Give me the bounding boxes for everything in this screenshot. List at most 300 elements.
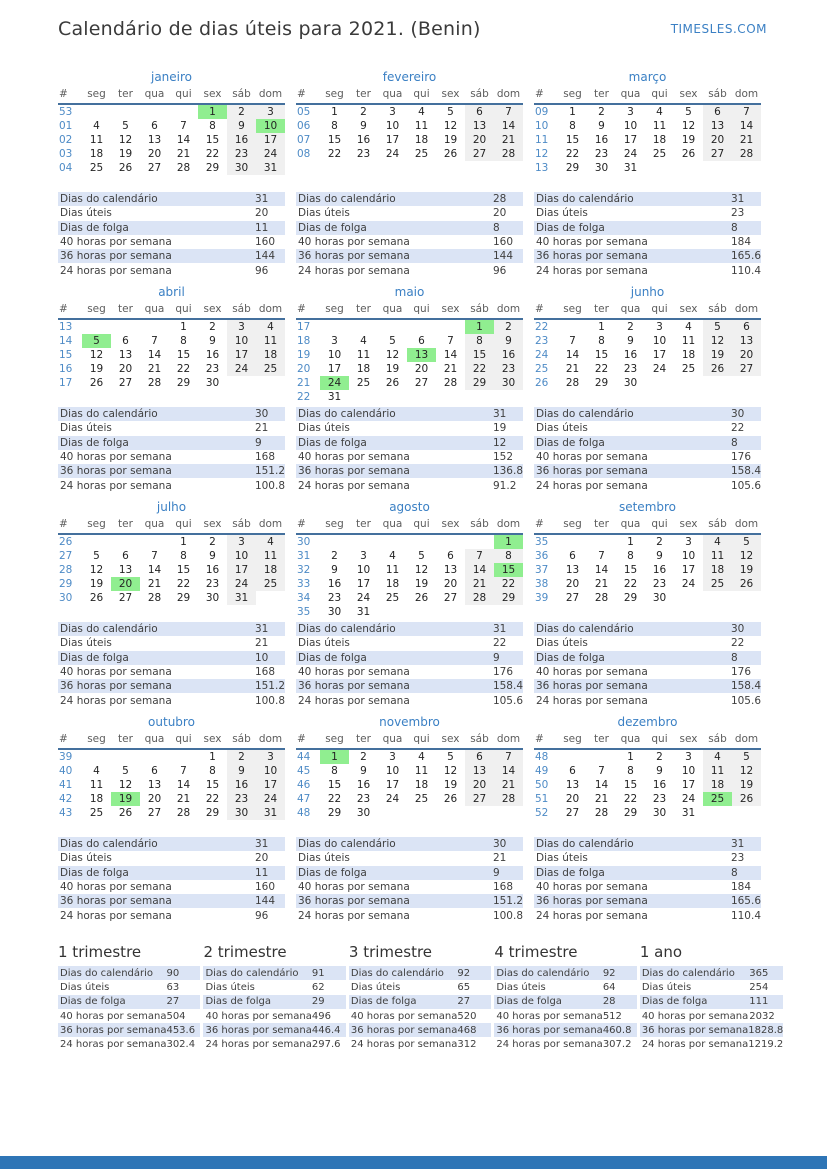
week-number-cell: 53 xyxy=(59,106,73,118)
stat-label: Dias do calendário xyxy=(536,408,634,421)
stats-row xyxy=(58,980,200,994)
week-row xyxy=(58,119,285,133)
day-cell: 4 xyxy=(256,319,285,334)
weekday-header: sex xyxy=(436,88,465,104)
week-number-cell: 26 xyxy=(59,536,73,548)
empty-day-cell xyxy=(378,806,407,820)
stats-row xyxy=(58,636,285,650)
stat-label: Dias do calendário xyxy=(536,623,634,636)
weekday-header: ter xyxy=(111,88,140,104)
week-number-cell: 30 xyxy=(297,536,311,548)
stat-value: 28 xyxy=(602,996,616,1008)
stats-row xyxy=(534,837,761,851)
month-title: março xyxy=(628,70,667,84)
stat-label: Dias úteis xyxy=(298,207,350,220)
stat-label: Dias do calendário xyxy=(205,967,299,979)
stat-label: Dias do calendário xyxy=(298,623,396,636)
stats-row xyxy=(296,665,523,679)
stat-label: Dias úteis xyxy=(60,981,110,993)
week-number-cell: 03 xyxy=(59,148,73,160)
stat-value: 136.8 xyxy=(492,465,523,478)
weekday-header: qua xyxy=(378,88,407,104)
stat-label: Dias úteis xyxy=(496,981,546,993)
day-cell: 14 xyxy=(176,779,191,791)
day-cell: 12 xyxy=(681,120,696,132)
day-cell: 9 xyxy=(627,335,634,347)
stats-row xyxy=(58,1023,200,1037)
stats-row xyxy=(58,995,200,1009)
month-block-maio xyxy=(296,285,523,500)
week-number-cell: 32 xyxy=(297,564,311,576)
month-title: novembro xyxy=(379,715,440,729)
stats-row xyxy=(203,1037,345,1051)
weekday-header: ter xyxy=(349,88,378,104)
day-cell: 1 xyxy=(209,751,216,763)
stat-label: 40 horas por semana xyxy=(536,881,648,894)
stat-value: 96 xyxy=(493,264,507,277)
day-cell: 7 xyxy=(151,335,158,347)
stat-value: 100.8 xyxy=(254,694,285,707)
day-cell: 5 xyxy=(685,106,692,118)
holiday-day-cell: 1 xyxy=(320,749,349,764)
day-cell: 16 xyxy=(594,134,609,146)
day-cell: 30 xyxy=(227,161,256,175)
stat-value: 144 xyxy=(255,895,276,908)
stat-label: 40 horas por semana xyxy=(536,236,648,249)
stats-row xyxy=(296,235,523,249)
day-cell: 28 xyxy=(494,147,523,161)
stat-label: Dias do calendário xyxy=(298,193,396,206)
day-cell: 16 xyxy=(623,349,638,361)
day-cell: 2 xyxy=(331,550,338,562)
day-cell: 11 xyxy=(256,549,285,563)
stat-label: Dias do calendário xyxy=(60,623,158,636)
week-row xyxy=(534,806,761,820)
day-cell: 20 xyxy=(465,133,494,147)
stat-value: 151.2 xyxy=(254,680,285,693)
day-cell: 24 xyxy=(652,363,667,375)
day-cell: 21 xyxy=(565,363,580,375)
week-number-cell: 47 xyxy=(297,793,311,805)
day-cell: 25 xyxy=(256,362,285,376)
day-cell: 18 xyxy=(414,779,429,791)
day-cell: 15 xyxy=(623,564,638,576)
week-number-cell: 26 xyxy=(535,377,549,389)
day-cell: 14 xyxy=(465,563,494,577)
day-cell: 12 xyxy=(443,120,458,132)
week-row xyxy=(58,133,285,147)
day-cell: 14 xyxy=(147,564,162,576)
calendar-header-row xyxy=(58,518,285,534)
empty-day-cell xyxy=(256,376,285,390)
day-cell: 25 xyxy=(89,807,104,819)
day-cell: 23 xyxy=(356,793,371,805)
day-cell: 3 xyxy=(685,751,692,763)
weekday-header: ter xyxy=(587,88,616,104)
stats-row xyxy=(534,478,761,492)
stats-row xyxy=(296,478,523,492)
day-cell: 22 xyxy=(623,793,638,805)
day-cell: 2 xyxy=(656,751,663,763)
day-cell: 8 xyxy=(209,120,216,132)
day-cell: 28 xyxy=(147,377,162,389)
stat-value: 165.6 xyxy=(730,250,761,263)
week-row xyxy=(58,147,285,161)
day-cell: 9 xyxy=(227,764,256,778)
site-link[interactable]: TIMESLES.COM xyxy=(670,22,767,36)
summary-title: 3 trimestre xyxy=(348,943,433,961)
week-row xyxy=(296,362,523,376)
week-number-cell: 11 xyxy=(535,134,549,146)
holiday-day-cell: 15 xyxy=(494,563,523,577)
page-title: Calendário de dias úteis para 2021. (Benin) xyxy=(58,18,481,40)
day-cell: 26 xyxy=(443,148,458,160)
stat-label: Dias de folga xyxy=(298,436,367,449)
stats-row xyxy=(534,436,761,450)
stat-value: 144 xyxy=(493,250,514,263)
month-title: agosto xyxy=(389,500,430,514)
weekday-header: ter xyxy=(349,303,378,319)
weekday-header: dom xyxy=(256,518,285,534)
day-cell: 16 xyxy=(652,564,667,576)
stat-value: 1828.8 xyxy=(748,1024,784,1036)
day-cell: 20 xyxy=(703,133,732,147)
day-cell: 8 xyxy=(180,550,187,562)
day-cell: 20 xyxy=(147,148,162,160)
day-cell: 5 xyxy=(122,765,129,777)
stats-row xyxy=(58,894,285,908)
stats-row xyxy=(58,693,285,707)
empty-day-cell xyxy=(82,104,111,119)
weekday-header: sáb xyxy=(465,303,494,319)
day-cell: 7 xyxy=(180,120,187,132)
calendar-header-row xyxy=(296,733,523,749)
weekday-header: dom xyxy=(732,518,761,534)
week-number-cell: 45 xyxy=(297,765,311,777)
stat-value: 20 xyxy=(493,207,507,220)
stat-value: 22 xyxy=(493,637,507,650)
stat-value: 96 xyxy=(255,909,269,922)
month-title: janeiro xyxy=(150,70,193,84)
week-row xyxy=(58,161,285,175)
weekday-header: sex xyxy=(674,303,703,319)
week-number-cell: 17 xyxy=(59,377,73,389)
weekday-header: # xyxy=(534,88,558,104)
holiday-day-cell: 19 xyxy=(111,792,140,806)
stats-row xyxy=(58,866,285,880)
week-row xyxy=(296,334,523,348)
stat-value: 468 xyxy=(457,1024,477,1036)
stat-label: Dias de folga xyxy=(298,866,367,879)
stat-value: 90 xyxy=(166,967,180,979)
stat-label: 36 horas por semana xyxy=(60,250,172,263)
stats-row xyxy=(58,880,285,894)
day-cell: 31 xyxy=(327,391,342,403)
weekday-header: seg xyxy=(558,733,587,749)
day-cell: 8 xyxy=(331,120,338,132)
week-row xyxy=(534,348,761,362)
day-cell: 26 xyxy=(414,592,429,604)
day-cell: 18 xyxy=(652,134,667,146)
empty-day-cell xyxy=(558,749,587,764)
day-cell: 24 xyxy=(256,792,285,806)
stat-label: 36 horas por semana xyxy=(60,680,172,693)
day-cell: 12 xyxy=(385,349,400,361)
day-cell: 5 xyxy=(418,550,425,562)
stats-row xyxy=(494,1037,636,1051)
stat-value: 31 xyxy=(731,193,745,206)
stats-row xyxy=(296,450,523,464)
day-cell: 8 xyxy=(494,549,523,563)
day-cell: 30 xyxy=(356,807,371,819)
stat-label: Dias úteis xyxy=(350,981,401,993)
calendar-table xyxy=(58,303,285,390)
empty-day-cell xyxy=(703,806,732,820)
day-cell: 21 xyxy=(176,148,191,160)
weekday-header: # xyxy=(58,733,82,749)
stat-label: 24 horas por semana xyxy=(298,909,410,922)
day-cell: 25 xyxy=(681,363,696,375)
calendar-header xyxy=(58,88,285,104)
day-cell: 4 xyxy=(256,534,285,549)
stat-label: 36 horas por semana xyxy=(298,250,410,263)
stat-value: 31 xyxy=(731,838,745,851)
month-title: dezembro xyxy=(617,715,678,729)
day-cell: 4 xyxy=(656,106,663,118)
day-cell: 16 xyxy=(327,578,342,590)
day-cell: 25 xyxy=(356,377,371,389)
week-row xyxy=(296,749,523,764)
week-number-cell: 33 xyxy=(297,578,311,590)
empty-day-cell xyxy=(436,605,465,619)
stat-value: 30 xyxy=(255,408,269,421)
stat-value: 21 xyxy=(255,422,269,435)
day-cell: 27 xyxy=(414,377,429,389)
holiday-day-cell: 1 xyxy=(494,534,523,549)
empty-day-cell xyxy=(645,376,674,390)
weekday-header: ter xyxy=(111,733,140,749)
weekday-header: dom xyxy=(494,733,523,749)
stat-value: 504 xyxy=(166,1010,186,1022)
stat-value: 168 xyxy=(255,451,276,464)
stat-value: 2032 xyxy=(749,1010,775,1022)
stats-row xyxy=(58,263,285,277)
day-cell: 1 xyxy=(180,536,187,548)
weekday-header: dom xyxy=(256,88,285,104)
day-cell: 12 xyxy=(443,765,458,777)
weekday-header: qui xyxy=(169,518,198,534)
day-cell: 18 xyxy=(356,363,371,375)
week-number-cell: 44 xyxy=(297,751,311,763)
weekday-header: qui xyxy=(407,303,436,319)
day-cell: 13 xyxy=(118,349,133,361)
day-cell: 21 xyxy=(443,363,458,375)
summary-stats-table xyxy=(349,966,491,1052)
month-block-novembro xyxy=(296,715,523,930)
day-cell: 10 xyxy=(681,550,696,562)
week-number-cell: 31 xyxy=(297,550,311,562)
stats-row xyxy=(58,908,285,922)
day-cell: 9 xyxy=(494,334,523,348)
stat-label: 36 horas por semana xyxy=(298,680,410,693)
stat-value: 23 xyxy=(731,852,745,865)
stats-row xyxy=(58,478,285,492)
calendar-header-row xyxy=(58,88,285,104)
day-cell: 12 xyxy=(89,564,104,576)
day-cell: 4 xyxy=(703,534,732,549)
day-cell: 11 xyxy=(89,779,104,791)
day-cell: 29 xyxy=(327,807,342,819)
day-cell: 2 xyxy=(360,751,367,763)
empty-day-cell xyxy=(674,161,703,175)
day-cell: 18 xyxy=(256,563,285,577)
stat-label: Dias de folga xyxy=(536,221,605,234)
stat-label: Dias de folga xyxy=(350,996,417,1008)
day-cell: 23 xyxy=(623,363,638,375)
stat-label: 36 horas por semana xyxy=(536,250,648,263)
day-cell: 21 xyxy=(494,133,523,147)
week-row xyxy=(534,362,761,376)
weekday-header: sex xyxy=(436,518,465,534)
stats-row xyxy=(640,1009,783,1023)
day-cell: 13 xyxy=(565,564,580,576)
stats-row xyxy=(203,966,345,980)
week-row xyxy=(296,563,523,577)
weekday-header: dom xyxy=(732,733,761,749)
empty-day-cell xyxy=(111,534,140,549)
stat-value: 176 xyxy=(731,666,752,679)
stats-row xyxy=(58,450,285,464)
stats-row xyxy=(534,192,761,206)
day-cell: 21 xyxy=(594,578,609,590)
stats-row xyxy=(296,679,523,693)
day-cell: 19 xyxy=(414,578,429,590)
stats-row xyxy=(296,421,523,435)
day-cell: 4 xyxy=(685,321,692,333)
stat-label: Dias úteis xyxy=(60,422,112,435)
week-number-cell: 28 xyxy=(59,564,73,576)
day-cell: 22 xyxy=(176,578,191,590)
month-block-julho xyxy=(58,500,285,715)
empty-day-cell xyxy=(349,534,378,549)
day-cell: 22 xyxy=(327,793,342,805)
day-cell: 25 xyxy=(414,148,429,160)
day-cell: 10 xyxy=(327,349,342,361)
stat-value: 31 xyxy=(493,408,507,421)
stats-row xyxy=(534,908,761,922)
weekday-header: qua xyxy=(616,88,645,104)
month-block-outubro xyxy=(58,715,285,930)
week-number-cell: 39 xyxy=(535,592,549,604)
holiday-day-cell: 24 xyxy=(320,376,349,390)
week-number-cell: 09 xyxy=(535,106,549,118)
day-cell: 27 xyxy=(703,147,732,161)
weekday-header: sáb xyxy=(703,518,732,534)
empty-day-cell xyxy=(732,806,761,820)
day-cell: 2 xyxy=(209,536,216,548)
weekday-header: ter xyxy=(111,303,140,319)
stats-row xyxy=(494,1023,636,1037)
stat-value: 20 xyxy=(255,852,269,865)
stat-value: 168 xyxy=(255,666,276,679)
day-cell: 1 xyxy=(331,106,338,118)
week-number-cell: 35 xyxy=(535,536,549,548)
stat-value: 160 xyxy=(255,881,276,894)
day-cell: 27 xyxy=(565,592,580,604)
day-cell: 1 xyxy=(569,106,576,118)
stat-value: 100.8 xyxy=(254,479,285,492)
day-cell: 10 xyxy=(256,764,285,778)
stats-row xyxy=(494,1009,636,1023)
day-cell: 7 xyxy=(598,765,605,777)
stats-row xyxy=(58,249,285,263)
stat-label: 36 horas por semana xyxy=(205,1024,312,1036)
stat-value: 21 xyxy=(493,852,507,865)
stat-label: 40 horas por semana xyxy=(298,236,410,249)
stats-row xyxy=(296,206,523,220)
stats-row xyxy=(203,980,345,994)
holiday-day-cell: 1 xyxy=(465,319,494,334)
day-cell: 19 xyxy=(89,363,104,375)
week-row xyxy=(58,348,285,362)
calendar-header xyxy=(534,303,761,319)
stats-row xyxy=(296,407,523,421)
weekday-header: dom xyxy=(494,518,523,534)
week-row xyxy=(58,764,285,778)
stat-label: 36 horas por semana xyxy=(60,895,172,908)
day-cell: 26 xyxy=(89,592,104,604)
week-row xyxy=(296,549,523,563)
day-cell: 28 xyxy=(176,807,191,819)
day-cell: 24 xyxy=(623,148,638,160)
week-number-cell: 29 xyxy=(59,578,73,590)
day-cell: 27 xyxy=(465,792,494,806)
day-cell: 27 xyxy=(147,807,162,819)
week-number-cell: 22 xyxy=(535,321,549,333)
day-cell: 30 xyxy=(227,806,256,820)
summary-block-4 xyxy=(494,943,636,1052)
weekday-header: sáb xyxy=(465,88,494,104)
calendar-header xyxy=(58,518,285,534)
stat-label: Dias do calendário xyxy=(60,838,158,851)
stat-value: 62 xyxy=(311,981,325,993)
week-row xyxy=(534,104,761,119)
week-number-cell: 39 xyxy=(59,751,73,763)
day-cell: 14 xyxy=(594,779,609,791)
weekday-header: sáb xyxy=(703,303,732,319)
empty-day-cell xyxy=(407,319,436,334)
week-number-cell: 22 xyxy=(297,391,311,403)
day-cell: 31 xyxy=(256,806,285,820)
day-cell: 17 xyxy=(385,779,400,791)
week-row xyxy=(58,549,285,563)
day-cell: 18 xyxy=(89,793,104,805)
day-cell: 20 xyxy=(465,778,494,792)
day-cell: 1 xyxy=(598,321,605,333)
stat-label: Dias de folga xyxy=(205,996,272,1008)
stats-row xyxy=(58,851,285,865)
day-cell: 17 xyxy=(256,778,285,792)
stat-value: 65 xyxy=(457,981,471,993)
stat-value: 31 xyxy=(255,838,269,851)
day-cell: 31 xyxy=(227,591,256,605)
day-cell: 9 xyxy=(331,564,338,576)
stats-row xyxy=(534,464,761,478)
day-cell: 15 xyxy=(623,779,638,791)
stat-label: Dias úteis xyxy=(205,981,255,993)
week-row xyxy=(534,577,761,591)
stats-row xyxy=(534,622,761,636)
